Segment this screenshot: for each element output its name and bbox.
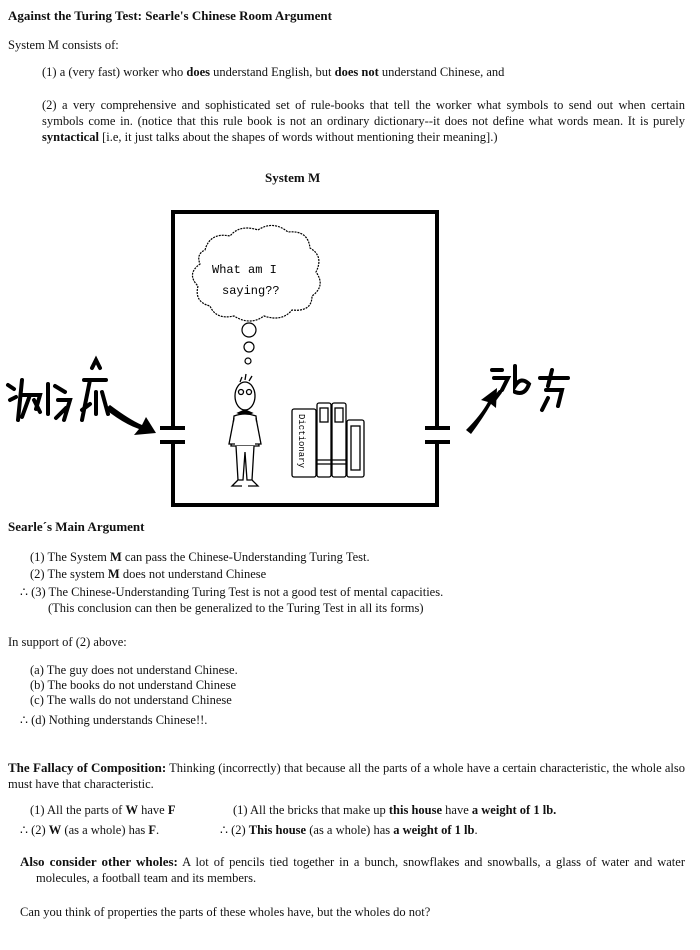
worker-figure-icon (229, 374, 261, 486)
text: can pass the Chinese-Understanding Turing Test. (121, 550, 370, 564)
output-chinese-symbols-icon (492, 366, 568, 410)
premise-2 (30, 566, 266, 582)
text: ∴ (2) (20, 823, 49, 837)
schema-premise (30, 802, 175, 818)
text: (2) The system (30, 567, 108, 581)
thought-line-1: What am I (212, 263, 277, 277)
emphasis: M (109, 550, 122, 564)
diagram-title: System M (265, 170, 321, 185)
emphasis: This house (248, 823, 307, 837)
support-conclusion: ∴ (d) Nothing understands Chinese!!. (20, 713, 208, 727)
emphasis: syntactical (42, 130, 99, 144)
conclusion-note: (This conclusion can then be generalized to the Turing Test in all its forms) (48, 601, 424, 615)
text: (1) All the parts of (30, 803, 126, 817)
intro-text: System M consists of: (8, 38, 119, 52)
input-arrow-icon (105, 405, 156, 435)
emphasis: W (48, 823, 62, 837)
emphasis: a weight of 1 lb. (471, 803, 557, 817)
text: have (442, 803, 472, 817)
emphasis: F (167, 803, 176, 817)
schema-conclusion (20, 822, 159, 838)
text: have (137, 803, 168, 817)
premise-1 (30, 549, 370, 565)
other-wholes (20, 854, 685, 886)
text: Thinking (incorrectly) that because all the parts of a whole have a certain characteristic, the whole also must have that characteristic. (8, 761, 685, 791)
emphasis: F (148, 823, 157, 837)
fallacy-definition (8, 760, 685, 792)
emphasis: W (125, 803, 138, 817)
emphasis: a weight of 1 lb (393, 823, 475, 837)
text: (as a whole) has (61, 823, 149, 837)
text: . (474, 823, 478, 837)
emphasis: does not (334, 65, 379, 79)
fallacy-term: The Fallacy of Composition: (8, 760, 167, 775)
component-1 (42, 64, 504, 80)
text: (as a whole) has (306, 823, 394, 837)
emphasis: M (107, 567, 120, 581)
text: (1) a (very fast) worker who (42, 65, 187, 79)
component-2 (42, 97, 685, 145)
support-item: (c) The walls do not understand Chinese (30, 693, 232, 707)
wholes-term: Also consider other wholes: (20, 854, 178, 869)
main-argument-heading: Searle´s Main Argument (8, 519, 145, 534)
support-item: (a) The guy does not understand Chinese. (30, 663, 238, 677)
input-chinese-symbols-icon (8, 360, 108, 420)
emphasis: this house (388, 803, 443, 817)
text: (1) The System (30, 550, 110, 564)
thought-line-2: saying?? (222, 284, 280, 298)
example-premise (233, 802, 556, 818)
page-title: Against the Turing Test: Searle's Chinese Room Argument (8, 8, 332, 23)
text: understand English, but (210, 65, 335, 79)
closing-question: Can you think of properties the parts of these wholes have, but the wholes do not? (20, 905, 431, 919)
chinese-room-diagram (0, 200, 700, 510)
emphasis: does (186, 65, 211, 79)
text: does not understand Chinese (119, 567, 267, 581)
text: ∴ (2) (220, 823, 249, 837)
support-item: (b) The books do not understand Chinese (30, 678, 236, 692)
text: A lot of pencils tied together in a bunch, snowflakes and snowballs, a glass of water and water molecules, a football team and its members. (36, 855, 685, 885)
example-conclusion (220, 822, 478, 838)
text: (2) a very comprehensive and sophisticated set of rule-books that tell the worker what symbols to send out when certain symbols come in. (notice that this rule book is not an ordinary dictionary--it does not define what words mean. It is purely (42, 98, 685, 128)
conclusion-3: ∴ (3) The Chinese-Understanding Turing Test is not a good test of mental capacities. (20, 585, 444, 599)
dictionary-label: Dictionary (296, 414, 306, 469)
text: understand Chinese, and (378, 65, 505, 79)
text: (1) All the bricks that make up (233, 803, 389, 817)
output-arrow-icon (466, 388, 497, 434)
text: [i.e, it just talks about the shapes of words without mentioning their meaning].) (98, 130, 498, 144)
text: . (156, 823, 160, 837)
support-heading: In support of (2) above: (8, 635, 127, 649)
